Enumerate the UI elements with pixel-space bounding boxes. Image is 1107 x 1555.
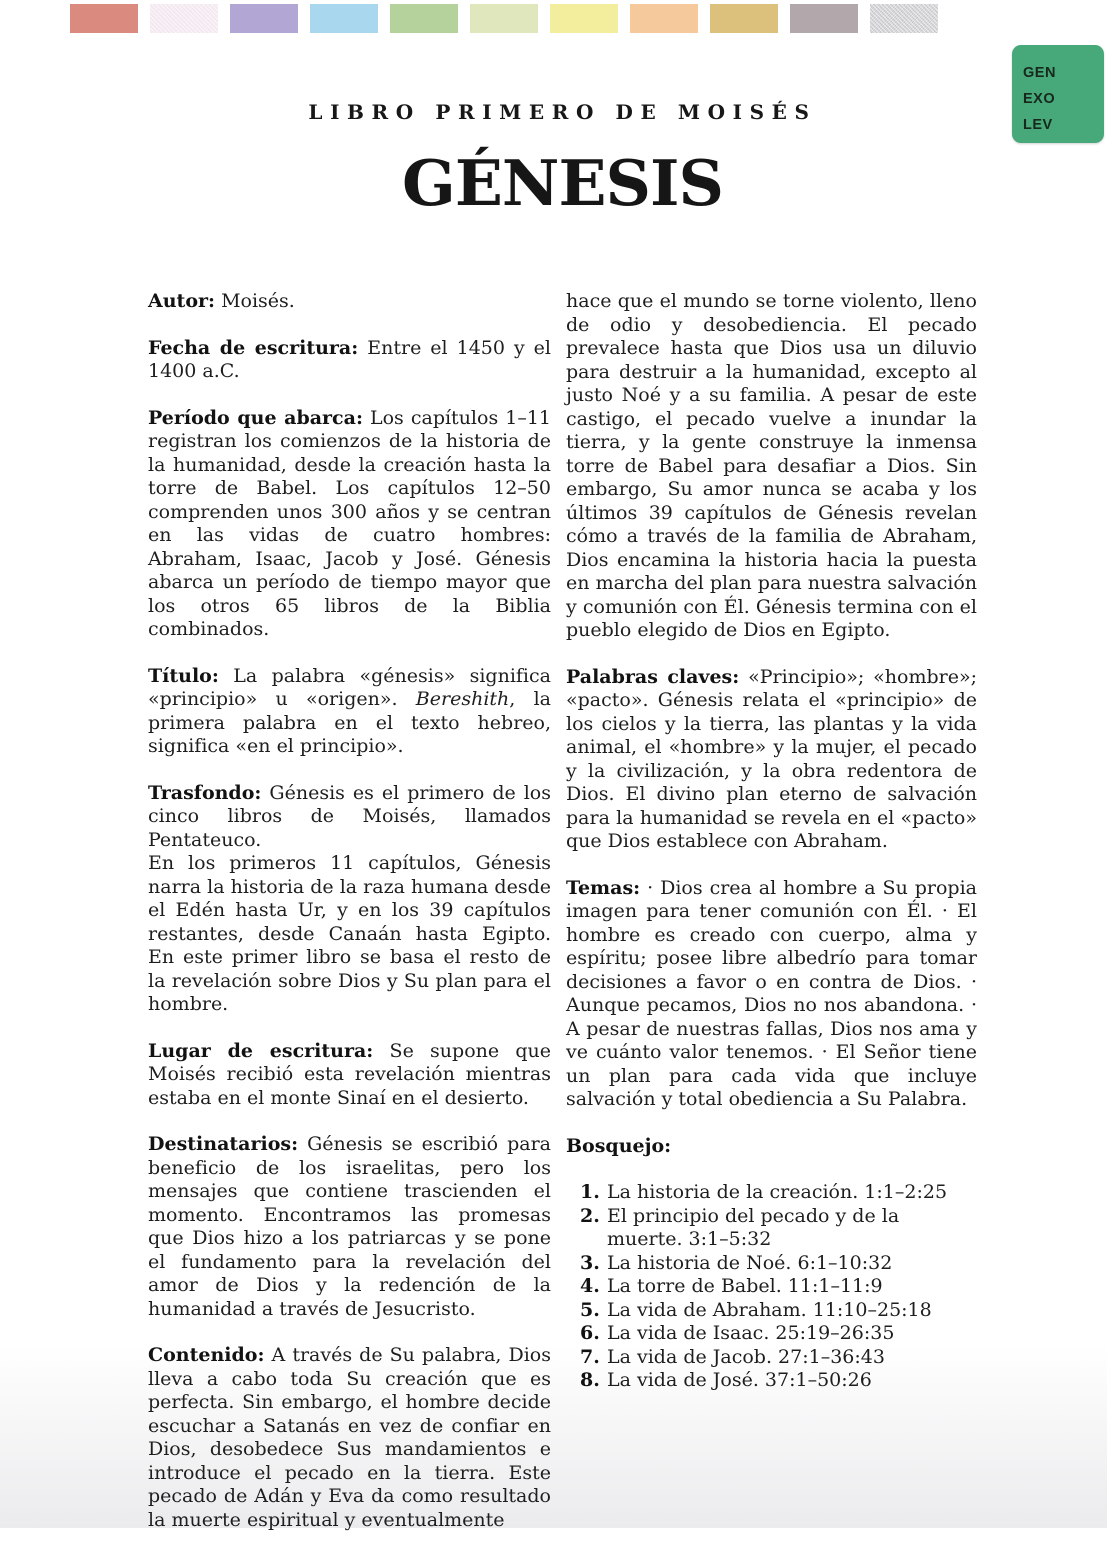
label-destinatarios: Destinatarios:	[148, 1133, 299, 1155]
color-strip	[70, 4, 938, 33]
text-trasfondo-2: En los primeros 11 capítulos, Génesis narra la historia de la raza humana desde el Edén hasta Ur, y en los 39 capítulos restantes, desde Canaán hasta Egipto. En este primer libro se basa el resto de la revelación sobre Dios y Su plan para el hombre.	[148, 852, 551, 1015]
outline-number: 3.	[580, 1251, 600, 1274]
outline-number: 5.	[580, 1298, 600, 1321]
color-swatch-8	[630, 4, 698, 33]
paragraph-autor	[148, 290, 551, 314]
outline-item-5	[566, 1299, 977, 1323]
text-trasfondo-1: Génesis es el primero de los cinco libros de Moisés, llamados Pentateuco.	[148, 781, 551, 851]
text-contenido: A través de Su palabra, Dios lleva a cabo toda Su creación que es perfecta. Sin embargo, el hombre decide escuchar a Satanás en vez de confiar en Dios, desobedece Sus mandamientos e introduce el pecado en la tierra. Este pecado de Adán y Eva da como resultado la muerte espiritual y eventualmente	[148, 1344, 551, 1531]
label-temas: Temas:	[566, 876, 641, 899]
label-lugar: Lugar de escritura:	[148, 1039, 374, 1062]
outline-text: La vida de José. 37:1–50:26	[607, 1369, 872, 1391]
paragraph-temas	[566, 877, 977, 1112]
outline-text: La vida de Jacob. 27:1–36:43	[607, 1345, 885, 1368]
color-swatch-4	[310, 4, 378, 33]
label-fecha: Fecha de escritura:	[148, 336, 359, 359]
color-swatch-10	[790, 4, 858, 33]
text-lugar: Se supone que Moisés recibió esta revelación mientras estaba en el monte Sinaí en el desierto.	[148, 1039, 551, 1109]
outline-text: La vida de Abraham. 11:10–25:18	[607, 1298, 932, 1321]
paragraph-fecha	[148, 337, 551, 384]
paragraph-trasfondo	[148, 782, 551, 1017]
outline-text: La historia de la creación. 1:1–2:25	[607, 1181, 948, 1203]
tab-book-exo: EXO	[1023, 91, 1056, 107]
color-swatch-11	[870, 4, 938, 33]
outline-text: La vida de Isaac. 25:19–26:35	[607, 1322, 895, 1344]
color-swatch-2	[150, 4, 218, 33]
outline-item-3	[566, 1252, 977, 1276]
label-contenido: Contenido:	[148, 1344, 265, 1366]
text-periodo: Los capítulos 1–11 registran los comienzos de la historia de la humanidad, desde la creación hasta la torre de Babel. Los capítulos 12–50 comprenden unos 300 años y se centran en las vidas de cuatro hombres: Abraham, Isaac, Jacob y José. Génesis abarca un período de tiempo mayor que los otros 65 libros de la Biblia combinados.	[148, 406, 551, 640]
text-destinatarios: Génesis se escribió para beneficio de los israelitas, pero los mensajes que contiene trascienden el momento. Encontramos las promesas que Dios hizo a los patriarcas y se pone el fundamento para la revelación del amor de Dios y la redención de la humanidad a través de Jesucristo.	[148, 1133, 551, 1320]
tab-book-lev: LEV	[1023, 117, 1053, 133]
outline-number: 8.	[580, 1369, 600, 1391]
paragraph-palabras-claves	[566, 666, 977, 854]
paragraph-contenido	[148, 1344, 551, 1532]
thumb-index-tab	[1012, 45, 1104, 143]
color-swatch-5	[390, 4, 458, 33]
outline-number: 6.	[580, 1322, 600, 1344]
label-autor: Autor:	[148, 290, 216, 312]
outline-text: La historia de Noé. 6:1–10:32	[607, 1251, 893, 1274]
color-swatch-9	[710, 4, 778, 33]
book-title: GÉNESIS	[402, 146, 723, 220]
outline-item-4	[566, 1275, 977, 1299]
tab-book-gen: GEN	[1023, 65, 1056, 81]
paragraph-destinatarios	[148, 1133, 551, 1321]
right-column	[566, 290, 977, 1555]
left-column	[148, 290, 551, 1555]
text-titulo-italic: Bereshith	[415, 688, 510, 710]
label-periodo: Período que abarca:	[148, 406, 363, 429]
outline-number: 2.	[580, 1204, 600, 1227]
outline-item-2	[566, 1205, 977, 1252]
label-bosquejo: Bosquejo:	[566, 1134, 672, 1157]
paragraph-lugar	[148, 1040, 551, 1111]
text-palabras-claves: «Principio»; «hombre»; «pacto». Génesis relata el «principio» de los cielos y la tierra, las plantas y la vida animal, el «hombre» y la mujer, el pecado y la civilización, y la obra redentora de Dios. El divino plan eterno de salvación para la humanidad se revela en el «pacto» que Dios establece con Abraham.	[566, 665, 977, 852]
paragraph-contenido-continuation	[566, 290, 977, 643]
label-trasfondo: Trasfondo:	[148, 781, 262, 804]
label-titulo: Título:	[148, 664, 219, 687]
text-autor: Moisés.	[221, 290, 295, 312]
outline-item-8	[566, 1369, 977, 1393]
outline-text: El principio del pecado y de la muerte. 3:1–5:32	[607, 1204, 900, 1250]
text-contenido-continuation: hace que el mundo se torne violento, lleno de odio y desobediencia. El pecado prevalece hasta que Dios usa un diluvio para destruir a la humanidad, excepto al justo Noé y a su familia. A pesar de este castigo, el pecado vuelve a inundar la tierra, y la gente construye la inmensa torre de Babel para desafiar a Dios. Sin embargo, Su amor nunca se acaba y los últimos 39 capítulos de Génesis revelan cómo a través de la familia de Abraham, Dios encamina la historia hacia la puesta en marcha del plan para nuestra salvación y comunión con Él. Génesis termina con el pueblo elegido de Dios en Egipto.	[566, 290, 977, 641]
label-palabras-claves: Palabras claves:	[566, 665, 740, 688]
color-swatch-6	[470, 4, 538, 33]
outline-list	[566, 1181, 977, 1393]
outline-text: La torre de Babel. 11:1–11:9	[607, 1275, 883, 1297]
text-fecha: Entre el 1450 y el 1400 a.C.	[148, 336, 552, 382]
color-swatch-3	[230, 4, 298, 33]
text-titulo-1: La palabra «génesis» significa «principio» u «origen».	[148, 664, 551, 710]
bosquejo-heading	[566, 1135, 977, 1159]
text-temas: · Dios crea al hombre a Su propia imagen para tener comunión con Él. · El hombre es creado con cuerpo, alma y espíritu; posee libre albedrío para tomar decisiones a favor o en contra de Dios. · Aunque pecamos, Dios no nos abandona. · A pesar de nuestras fallas, Dios nos ama y ve cuánto valor tenemos. · El Señor tiene un plan para cada vida que incluye salvación y total obediencia a Su Palabra.	[566, 876, 977, 1110]
outline-item-1	[566, 1181, 977, 1205]
intro-columns	[148, 290, 977, 1555]
outline-number: 1.	[580, 1181, 600, 1203]
book-kicker: LIBRO PRIMERO DE MOISÉS	[308, 100, 817, 124]
outline-number: 7.	[580, 1345, 600, 1368]
text-titulo-2: , la primera palabra en el texto hebreo, significa «en el principio».	[148, 688, 551, 757]
color-swatch-7	[550, 4, 618, 33]
outline-item-7	[566, 1346, 977, 1370]
outline-number: 4.	[580, 1275, 600, 1297]
paragraph-periodo	[148, 407, 551, 642]
outline-item-6	[566, 1322, 977, 1346]
color-swatch-1	[70, 4, 138, 33]
paragraph-titulo	[148, 665, 551, 759]
